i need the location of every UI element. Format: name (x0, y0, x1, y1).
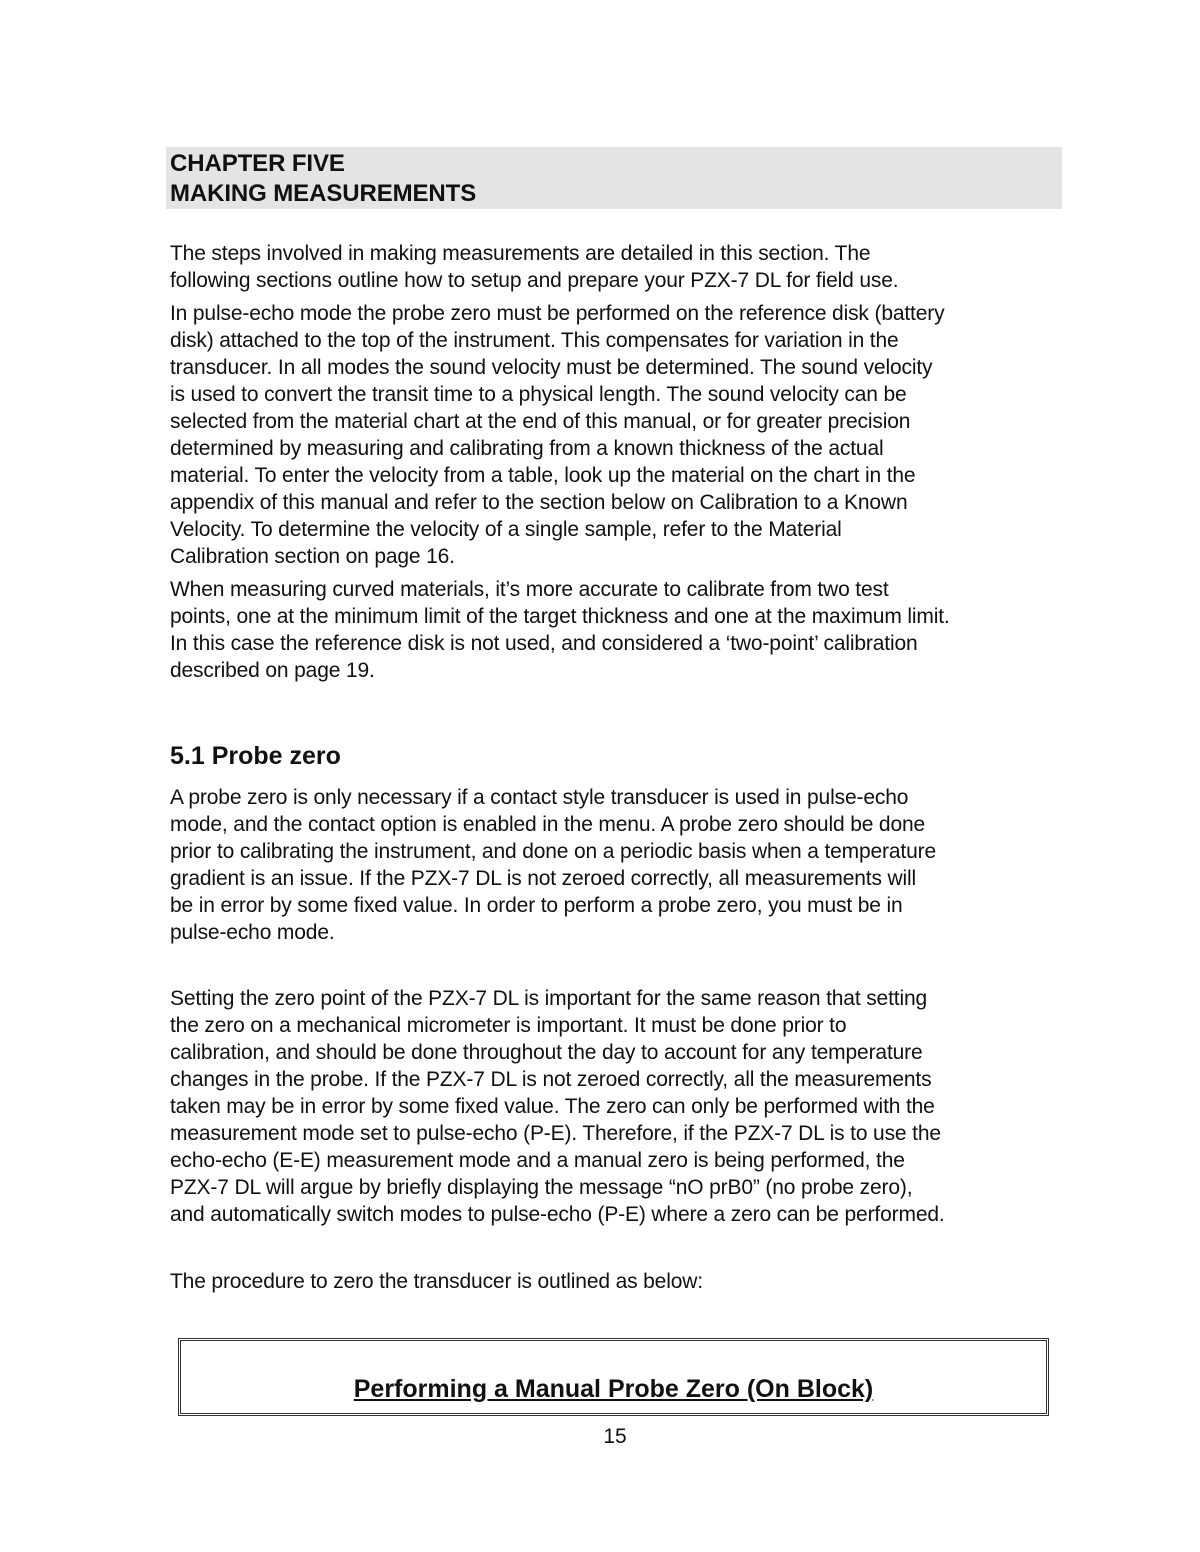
intro-paragraph-2: In pulse-echo mode the probe zero must be performed on the reference disk (battery disk) attached to the top of the instrument. This compensates for variation in the transducer. In all modes the sound velocity must be determined. The sound velocity is used to convert the transit time to a physical length. The sound velocity can be selected from the material chart at the end of this manual, or for greater precision determined by measuring and calibrating from a known thickness of the actual material. To enter the velocity from a table, look up the material on the chart in the appendix of this manual and refer to the section below on Calibration to a Known Velocity. To determine the velocity of a single sample, refer to the Material Calibration section on page 16. (170, 302, 945, 568)
page-number: 15 (603, 1425, 627, 1448)
chapter-number: CHAPTER FIVE (170, 150, 345, 177)
intro-paragraph-3: When measuring curved materials, it’s more accurate to calibrate from two test points, one at the minimum limit of the target thickness and one at the maximum limit. In this case the reference disk is not used, and considered a ‘two-point’ calibration described on page 19. (170, 578, 950, 682)
procedure-title: Performing a Manual Probe Zero (On Block) (353, 1375, 874, 1403)
section-heading-probe-zero: 5.1 Probe zero (170, 742, 341, 770)
procedure-box (178, 1338, 1049, 1416)
intro-paragraph-1: The steps involved in making measurements are detailed in this section. The following sections outline how to setup and prepare your PZX-7 DL for field use. (170, 242, 899, 292)
chapter-title: MAKING MEASUREMENTS (170, 180, 477, 207)
probe-zero-paragraph-2: Setting the zero point of the PZX-7 DL is important for the same reason that setting the zero on a mechanical micrometer is important. It must be done prior to calibration, and should be done throughout the day to account for any temperature changes in the probe. If the PZX-7 DL is not zeroed correctly, all the measurements taken may be in error by some fixed value. The zero can only be performed with the measurement mode set to pulse-echo (P-E). Therefore, if the PZX-7 DL is to use the echo-echo (E-E) measurement mode and a manual zero is being performed, the PZX-7 DL will argue by briefly displaying the message “nO prB0” (no probe zero), and automatically switch modes to pulse-echo (P-E) where a zero can be performed. (170, 987, 945, 1226)
probe-zero-paragraph-3: The procedure to zero the transducer is outlined as below: (170, 1270, 703, 1293)
probe-zero-paragraph-1: A probe zero is only necessary if a contact style transducer is used in pulse-echo mode, and the contact option is enabled in the menu. A probe zero should be done prior to calibrating the instrument, and done on a periodic basis when a temperature gradient is an issue. If the PZX-7 DL is not zeroed correctly, all measurements will be in error by some fixed value. In order to perform a probe zero, you must be in pulse-echo mode. (170, 786, 937, 944)
chapter-heading (166, 147, 1062, 209)
